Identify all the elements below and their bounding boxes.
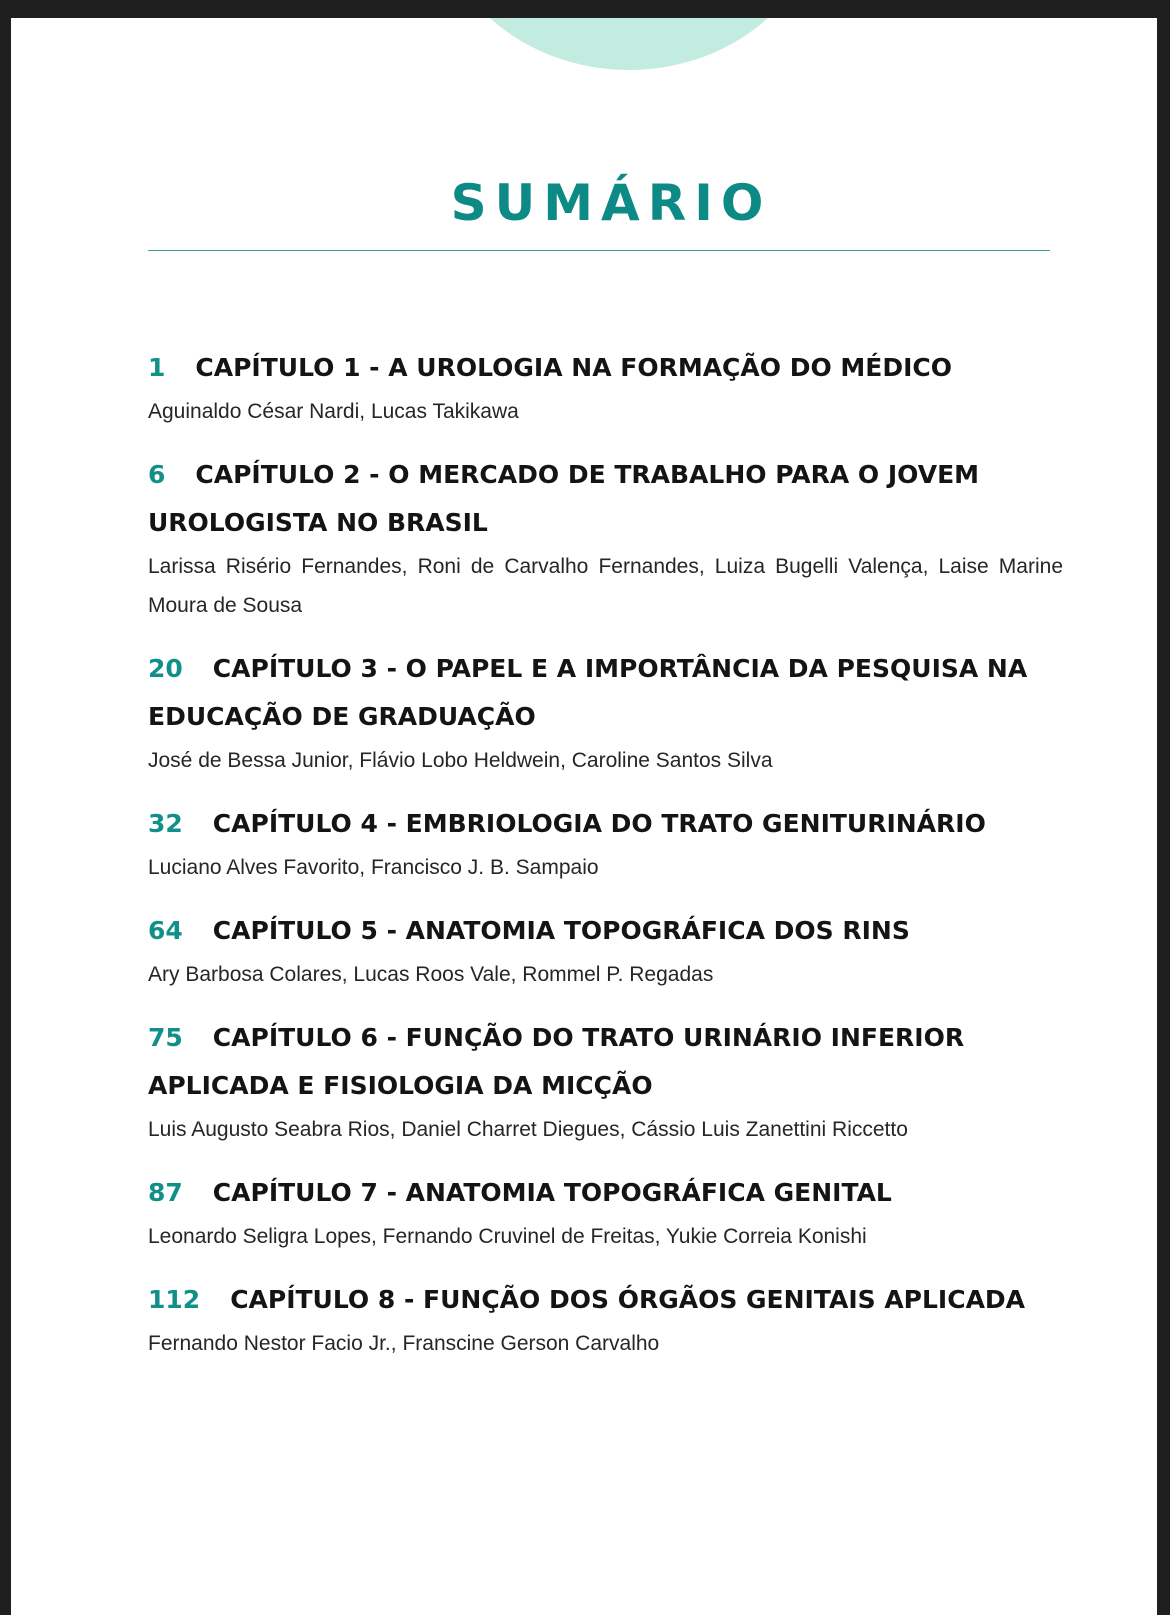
title-divider	[148, 250, 1050, 251]
chapter-heading	[148, 451, 1063, 547]
toc-entry-chapter-7[interactable]	[148, 1169, 1063, 1256]
chapter-heading	[148, 1014, 1063, 1110]
toc-entry-chapter-1[interactable]	[148, 344, 1063, 431]
chapter-authors: Ary Barbosa Colares, Lucas Roos Vale, Rommel P. Regadas	[148, 963, 714, 986]
chapter-heading	[148, 800, 1063, 848]
chapter-heading	[148, 1169, 1063, 1217]
toc-entry-chapter-3[interactable]	[148, 645, 1063, 780]
document-page	[11, 18, 1157, 1615]
chapter-page-number: 87	[148, 1178, 183, 1207]
chapter-authors: Larissa Risério Fernandes, Roni de Carvalho Fernandes, Luiza Bugelli Valença, Laise Marine Moura de Sousa	[148, 555, 1063, 617]
chapter-page-number: 64	[148, 916, 183, 945]
chapter-heading	[148, 645, 1063, 741]
chapter-heading	[148, 907, 1063, 955]
toc-entry-chapter-2[interactable]	[148, 451, 1063, 625]
chapter-title: CAPÍTULO 1 - A UROLOGIA NA FORMAÇÃO DO MÉDICO	[195, 353, 953, 382]
chapter-title: CAPÍTULO 4 - EMBRIOLOGIA DO TRATO GENITURINÁRIO	[212, 809, 986, 838]
chapter-title: CAPÍTULO 3 - O PAPEL E A IMPORTÂNCIA DA PESQUISA NA EDUCAÇÃO DE GRADUAÇÃO	[148, 654, 1028, 731]
chapter-page-number: 1	[148, 353, 166, 382]
chapter-authors: Leonardo Seligra Lopes, Fernando Cruvinel de Freitas, Yukie Correia Konishi	[148, 1225, 867, 1248]
chapter-heading	[148, 1276, 1063, 1324]
decorative-arc	[433, 18, 825, 70]
toc-entry-chapter-8[interactable]	[148, 1276, 1063, 1363]
chapter-page-number: 75	[148, 1023, 183, 1052]
chapter-page-number: 112	[148, 1285, 201, 1314]
chapter-heading	[148, 344, 1063, 392]
toc-entry-chapter-4[interactable]	[148, 800, 1063, 887]
chapter-authors: Aguinaldo César Nardi, Lucas Takikawa	[148, 400, 519, 423]
chapter-page-number: 32	[148, 809, 183, 838]
chapter-title: CAPÍTULO 7 - ANATOMIA TOPOGRÁFICA GENITAL	[212, 1178, 892, 1207]
chapter-title: CAPÍTULO 5 - ANATOMIA TOPOGRÁFICA DOS RINS	[212, 916, 910, 945]
chapter-authors: Luis Augusto Seabra Rios, Daniel Charret Diegues, Cássio Luis Zanettini Riccetto	[148, 1118, 908, 1141]
chapter-authors: José de Bessa Junior, Flávio Lobo Heldwein, Caroline Santos Silva	[148, 749, 773, 772]
chapter-title: CAPÍTULO 6 - FUNÇÃO DO TRATO URINÁRIO INFERIOR APLICADA E FISIOLOGIA DA MICÇÃO	[148, 1023, 965, 1100]
toc-entry-chapter-5[interactable]	[148, 907, 1063, 994]
chapter-page-number: 20	[148, 654, 183, 683]
chapter-authors: Fernando Nestor Facio Jr., Franscine Gerson Carvalho	[148, 1332, 660, 1355]
page-title: SUMÁRIO	[450, 174, 772, 232]
toc-entry-chapter-6[interactable]	[148, 1014, 1063, 1149]
chapter-title: CAPÍTULO 2 - O MERCADO DE TRABALHO PARA O JOVEM UROLOGISTA NO BRASIL	[148, 460, 980, 537]
chapter-page-number: 6	[148, 460, 166, 489]
chapter-authors: Luciano Alves Favorito, Francisco J. B. Sampaio	[148, 856, 599, 879]
chapter-title: CAPÍTULO 8 - FUNÇÃO DOS ÓRGÃOS GENITAIS APLICADA	[230, 1285, 1026, 1314]
table-of-contents	[148, 344, 1063, 1383]
